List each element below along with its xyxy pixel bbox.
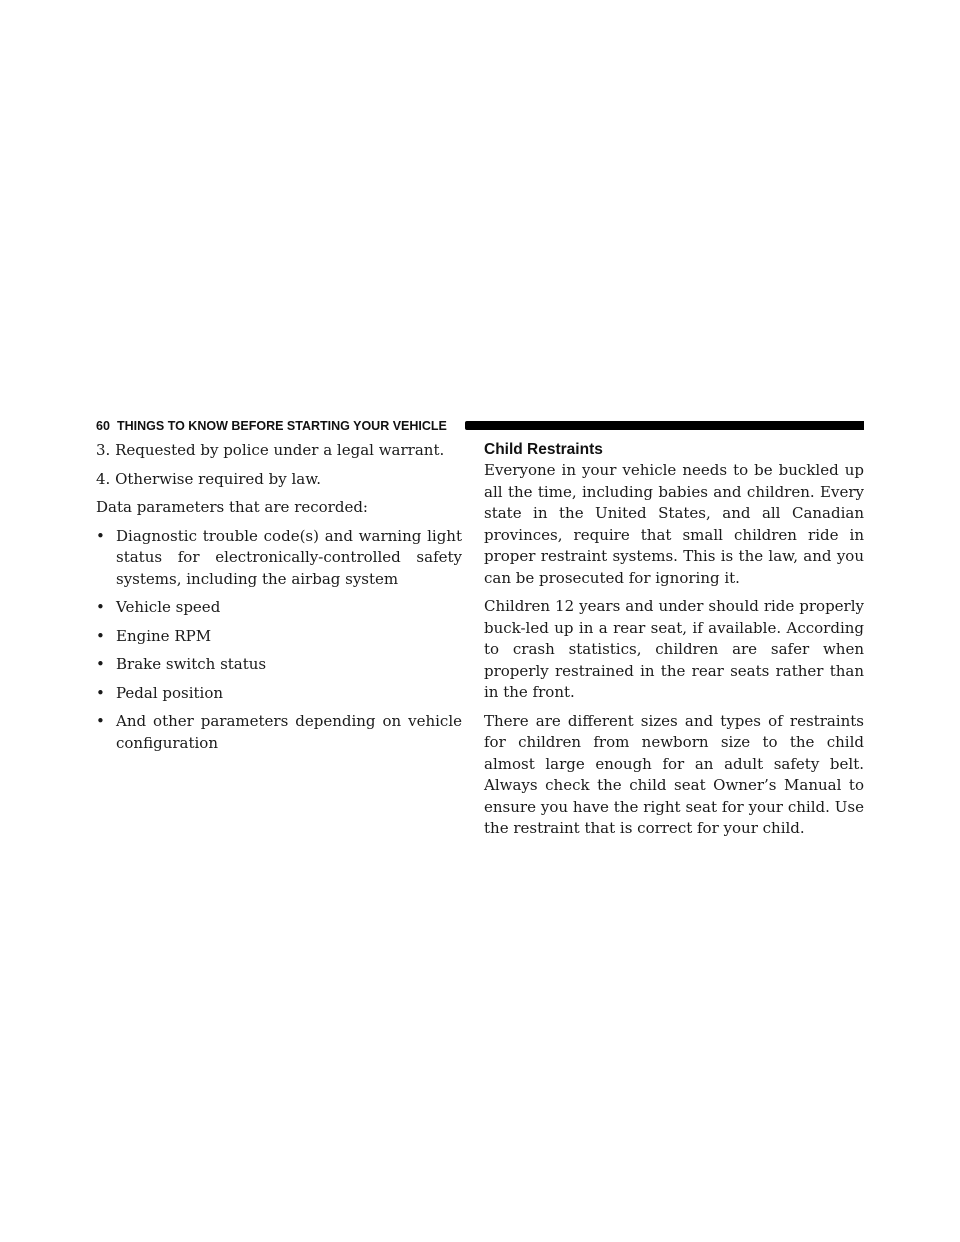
paragraph: Children 12 years and under should ride properly buck-led up in a rear seat, if available. According to crash statistics, children are safer when properly restrained in the rear seats rather than in the front. [484, 597, 864, 701]
list-item [96, 711, 462, 754]
list-item [96, 683, 462, 705]
list-item-text: Engine RPM [116, 626, 212, 645]
numbered-item: 4. Otherwise required by law. [96, 469, 322, 488]
list-item [96, 626, 462, 648]
list-item-text: Vehicle speed [116, 598, 221, 616]
list-item [96, 597, 462, 619]
bullet-icon: • [96, 683, 105, 702]
list-item-text: Pedal position [116, 683, 224, 702]
bullet-icon: • [96, 655, 105, 673]
data-parameters-list [96, 526, 462, 755]
paragraph: Everyone in your vehicle needs to be buckled up all the time, including babies and children. Every state in the United States, and all Canadian provinces, require that small children ride in proper restraint systems. This is the law, and you can be prosecuted for ignoring it. [484, 461, 864, 587]
left-column [96, 440, 462, 761]
list-item [96, 526, 462, 591]
bullet-icon: • [96, 526, 105, 545]
section-heading: Child Restraints [484, 441, 603, 458]
section-title: THINGS TO KNOW BEFORE STARTING YOUR VEHICLE [117, 419, 447, 433]
bullet-icon: • [96, 598, 105, 616]
right-column [484, 440, 864, 840]
paragraph: There are different sizes and types of restraints for children from newborn size to the child almost large enough for an adult safety belt. Always check the child seat Owner’s Manual to ensure you have the right seat for your child. Use the restraint that is correct for your child. [484, 711, 864, 837]
list-item-text: Brake switch status [116, 655, 267, 673]
page-header [96, 418, 864, 434]
numbered-item: 3. Requested by police under a legal warrant. [96, 441, 445, 459]
bullet-icon: • [96, 626, 105, 645]
list-item-text: Diagnostic trouble code(s) and warning light status for electronically-controlled safety systems, including the airbag system [116, 526, 462, 588]
bullet-icon: • [96, 712, 105, 730]
page-number: 60 [96, 419, 110, 433]
data-parameters-intro: Data parameters that are recorded: [96, 498, 368, 516]
list-item [96, 654, 462, 676]
header-rule [465, 421, 864, 430]
list-item-text: And other parameters depending on vehicle configuration [116, 712, 462, 752]
